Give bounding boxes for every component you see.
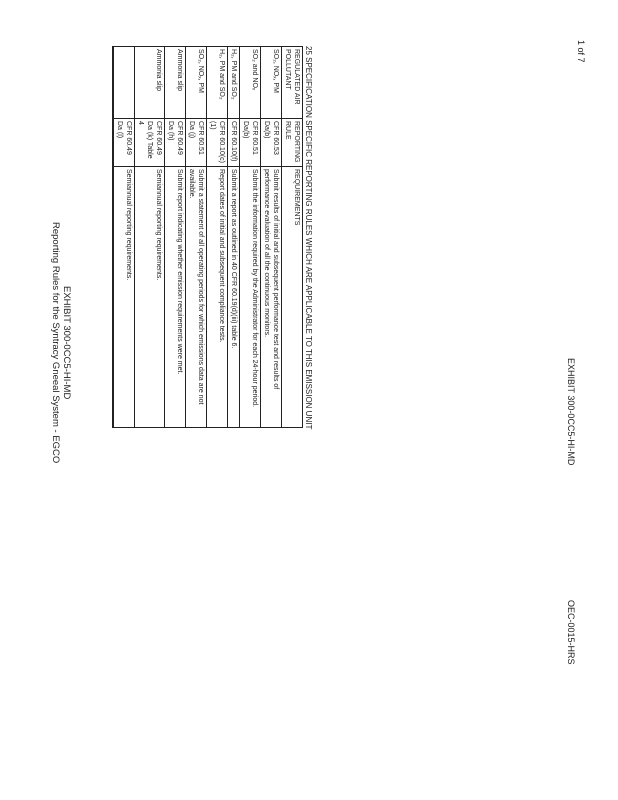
cell-rule: CFR 60.53 Da(b) (261, 119, 282, 167)
cell-requirement: Submit report indicating whether emission requirements were met. (165, 167, 186, 428)
reporting-rules-table (112, 46, 303, 428)
table-row (186, 47, 207, 428)
reporting-rules-section (87, 46, 313, 428)
cell-rule: CFR 60.49 Da (k) Table 4 (135, 119, 165, 167)
page-number: 1 of 7 (576, 40, 586, 63)
cell-rule: CFR 60.10(f) (228, 119, 240, 167)
cell-rule: CFR 60.49 Da (l) (113, 119, 135, 167)
cell-pollutant: Ammonia slip (165, 47, 186, 119)
table-row (165, 47, 186, 428)
table-caption: 25 SPECIFICATION SPECIFIC REPORTING RULES WHICH ARE APPLICABLE TO THIS EMISSION UNIT (304, 46, 313, 430)
cell-pollutant: SO₂, NOₓ, PM (261, 47, 282, 119)
header-reporting-rule: REPORTING RULE (282, 119, 303, 167)
table-row (207, 47, 228, 428)
table-row (228, 47, 240, 428)
cell-requirement: Semiannual reporting requirements. (135, 167, 165, 428)
table-row (240, 47, 261, 428)
document-code: OEC-0015-HRS (566, 600, 576, 665)
header-pollutant: REGULATED AIR POLLUTANT (282, 47, 303, 119)
table-header-row (282, 47, 303, 428)
cell-requirement: Semiannual reporting requirements. (113, 167, 135, 428)
cell-rule: CFR 60.10(c)(1) (207, 119, 228, 167)
cell-pollutant: H₂, PM and SO₂ (207, 47, 228, 119)
cell-requirement: Submit a statement of all operating periods for which emissions data are not available. (186, 167, 207, 428)
title-line-1: EXHIBIT 300-0CC5-HI-MD (61, 285, 72, 400)
cell-pollutant: SO₂ and NOₓ (240, 47, 261, 119)
document-title (50, 222, 72, 463)
cell-pollutant (113, 47, 135, 119)
cell-requirement: Submit results of initial and subsequent performance test and results of performance evaluation of all the continuous monitors. (261, 167, 282, 428)
cell-pollutant: Ammonia slip (135, 47, 165, 119)
cell-requirement: Report dates of initial and subsequent compliance tests. (207, 167, 228, 428)
table-row (135, 47, 165, 428)
cell-rule: CFR 60.51 Da(b) (240, 119, 261, 167)
cell-pollutant: SO₂, NOₓ, PM (186, 47, 207, 119)
cell-pollutant: H₂, PM and SO₂ (228, 47, 240, 119)
header-requirements: REQUIREMENTS (282, 167, 303, 428)
cell-rule: CFR 60.51 Da (j) (186, 119, 207, 167)
cell-rule: CFR 60.49 Da (h) (165, 119, 186, 167)
footer-doc-id: EXHIBIT 300-0CC5-HI-MD (566, 358, 576, 466)
table-row (261, 47, 282, 428)
cell-requirement: Submit the information required by the Administrator for each 24-hour period. (240, 167, 261, 428)
cell-requirement: Submit a report as outlined in 40 CFR 60.19(d)(iii) table 6. (228, 167, 240, 428)
table-row (113, 47, 135, 428)
title-line-2: Reporting Rules for the Syntracy Gneeal System - EGCO (50, 222, 61, 464)
